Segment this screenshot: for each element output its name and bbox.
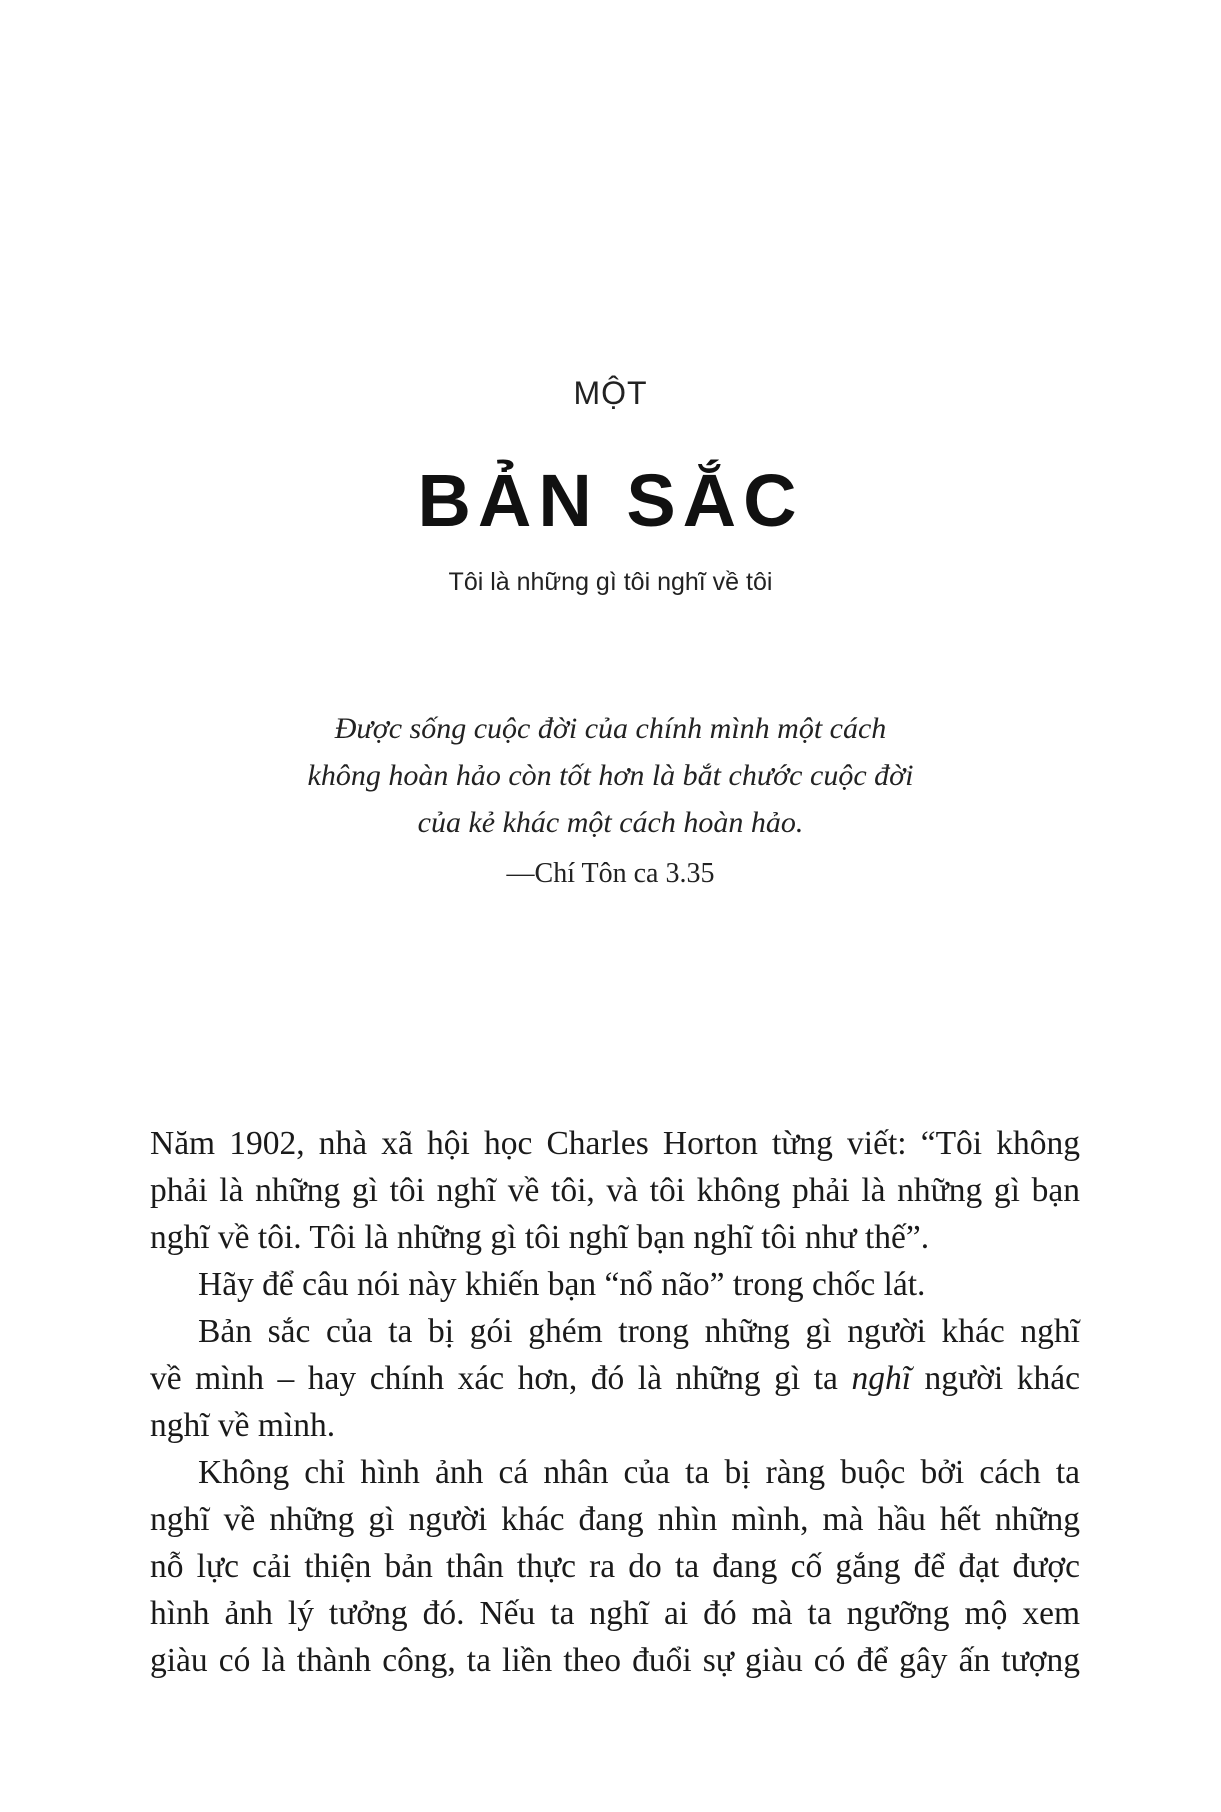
body-line: nghĩ về tôi. Tôi là những gì tôi nghĩ bạn nghĩ tôi như thế”. xyxy=(150,1219,930,1256)
body-line: nghĩ về những gì người khác đang nhìn mình, mà hầu hết những xyxy=(150,1501,1080,1538)
chapter-number: MỘT xyxy=(573,375,648,411)
body-line: Năm 1902, nhà xã hội học Charles Horton từng viết: “Tôi không xyxy=(150,1125,1080,1162)
body-text-segment: người khác xyxy=(911,1360,1080,1397)
epigraph-line: không hoàn hảo còn tốt hơn là bắt chước cuộc đời xyxy=(307,759,914,792)
body-line: Bản sắc của ta bị gói ghém trong những gì người khác nghĩ xyxy=(198,1313,1080,1350)
body-line: hình ảnh lý tưởng đó. Nếu ta nghĩ ai đó mà ta ngưỡng mộ xem xyxy=(150,1595,1080,1632)
body-line: giàu có là thành công, ta liền theo đuổi sự giàu có để gây ấn tượng xyxy=(150,1642,1080,1679)
body-line: Không chỉ hình ảnh cá nhân của ta bị ràng buộc bởi cách ta xyxy=(198,1454,1080,1491)
chapter-subtitle: Tôi là những gì tôi nghĩ về tôi xyxy=(448,568,773,596)
body-text xyxy=(150,1120,1080,1684)
chapter-title: BẢN SẮC xyxy=(417,459,804,542)
body-line: nghĩ về mình. xyxy=(150,1407,336,1444)
body-text-segment: về mình – hay chính xác hơn, đó là những gì ta xyxy=(150,1360,852,1397)
epigraph-line: của kẻ khác một cách hoàn hảo. xyxy=(417,806,804,839)
epigraph-attribution: —Chí Tôn ca 3.35 xyxy=(506,858,715,889)
emphasis-word: nghĩ xyxy=(851,1360,912,1397)
body-line: nỗ lực cải thiện bản thân thực ra do ta đang cố gắng để đạt được xyxy=(150,1548,1080,1585)
body-line: phải là những gì tôi nghĩ về tôi, và tôi không phải là những gì bạn xyxy=(150,1172,1080,1209)
body-line: Hãy để câu nói này khiến bạn “nổ não” trong chốc lát. xyxy=(198,1266,926,1303)
epigraph-line: Được sống cuộc đời của chính mình một cách xyxy=(334,712,887,745)
body-line xyxy=(150,1355,1080,1402)
epigraph-quote xyxy=(0,705,1221,846)
